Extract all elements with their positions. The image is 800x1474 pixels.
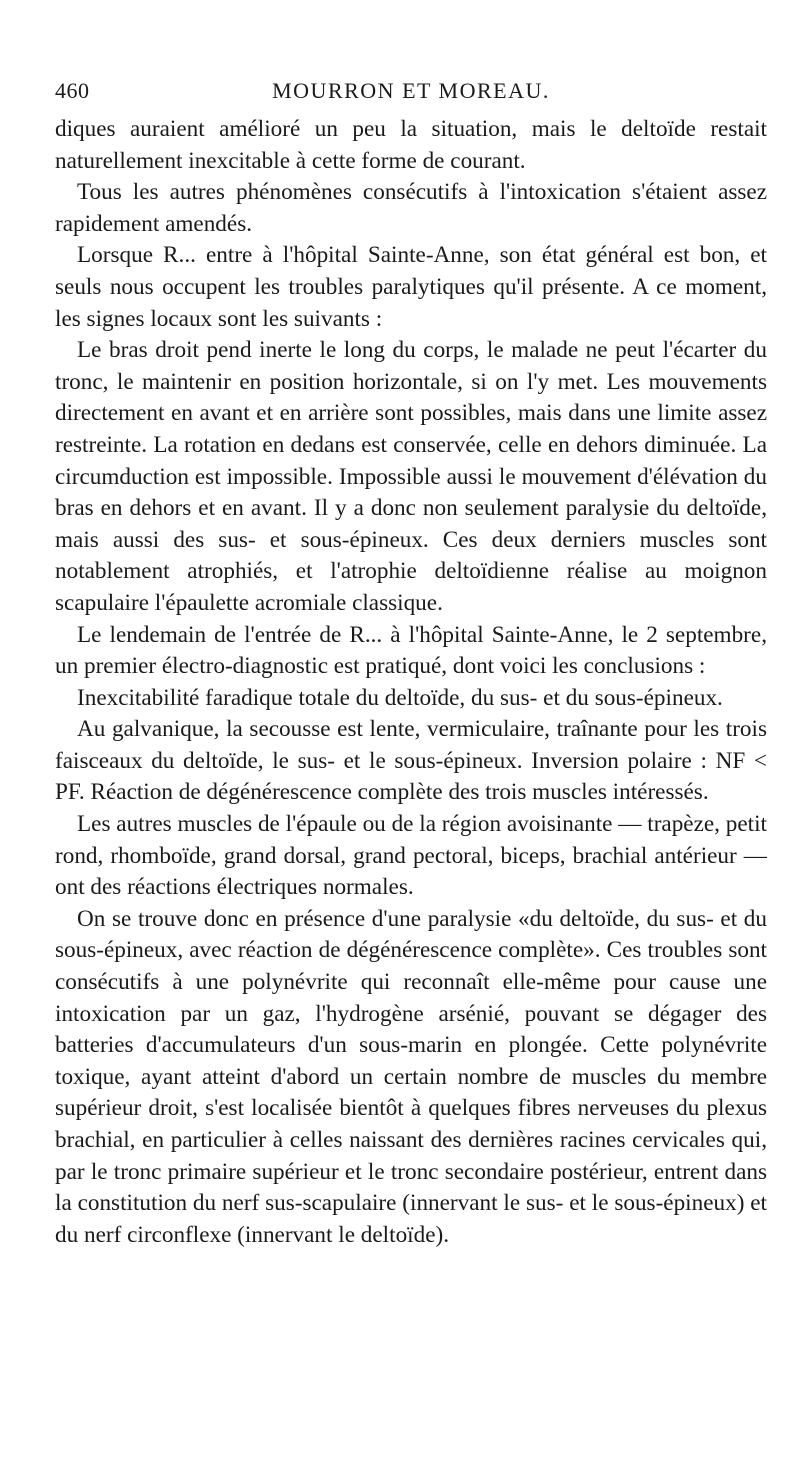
paragraph-continued: diques auraient amélioré un peu la situation, mais le deltoïde restait naturellement inexcitable à cette forme de courant. (55, 116, 767, 174)
paragraph: Inexcitabilité faradique totale du deltoïde, du sus- et du sous-épineux. (77, 684, 723, 711)
book-page (55, 78, 767, 1251)
paragraph: Le lendemain de l'entrée de R... à l'hôpital Sainte-Anne, le 2 septembre, un premier électro-diagnostic est pratiqué, dont voici les conclusions : (55, 621, 767, 680)
paragraph: Le bras droit pend inerte le long du corps, le malade ne peut l'écarter du tronc, le maintenir en position horizontale, si on l'y met. Les mouvements directement en avant et en arrière sont possibles, mais dans une limite assez restreinte. La rotation en dedans est conservée, celle en dehors diminuée. La circumduction est impossible. Impossible aussi le mouvement d'élévation du bras en dehors et en avant. Il y a donc non seulement paralysie du deltoïde, mais aussi des sus- et sous-épineux. Ces deux derniers muscles sont notablement atrophiés, et l'atrophie deltoïdienne réalise au moignon scapulaire l'épaulette acromiale classique. (55, 337, 767, 616)
paragraph: Au galvanique, la secousse est lente, vermiculaire, traînante pour les trois faisceaux du deltoïde, le sus- et le sous-épineux. Inversion polaire : NF < PF. Réaction de dégénérescence complète des trois muscles intéressés. (55, 716, 767, 806)
body-text (55, 114, 767, 1251)
page-number: 460 (55, 78, 90, 103)
paragraph: Les autres muscles de l'épaule ou de la région avoisinante — trapèze, petit rond, rhomboïde, grand dorsal, grand pectoral, biceps, brachial antérieur — ont des réactions électriques normales. (55, 811, 767, 901)
paragraph: On se trouve donc en présence d'une paralysie «du deltoïde, du sus- et du sous-épineux, avec réaction de dégénérescence complète». Ces troubles sont consécutifs à une polynévrite qui reconnaît elle-même pour cause une intoxication par un gaz, l'hydrogène arsénié, pouvant se dégager des batteries d'accumulateurs d'un sous-marin en plongée. Cette polynévrite toxique, ayant atteint d'abord un certain nombre de muscles du membre supérieur droit, s'est localisée bientôt à quelques fibres nerveuses du plexus brachial, en particulier à celles naissant des dernières racines cervicales qui, par le tronc primaire supérieur et le tronc secondaire postérieur, entrent dans la constitution du nerf sus-scapulaire (innervant le sus- et le sous-épineux) et du nerf circonflexe (innervant le deltoïde). (55, 905, 767, 1248)
paragraph: Lorsque R... entre à l'hôpital Sainte-Anne, son état général est bon, et seuls nous occupent les troubles paralytiques qu'il présente. A ce moment, les signes locaux sont les suivants : (55, 242, 767, 332)
running-title: MOURRON ET MOREAU. (272, 78, 550, 103)
running-head (55, 78, 767, 114)
paragraph: Tous les autres phénomènes consécutifs à l'intoxication s'étaient assez rapidement amendés. (55, 179, 767, 237)
